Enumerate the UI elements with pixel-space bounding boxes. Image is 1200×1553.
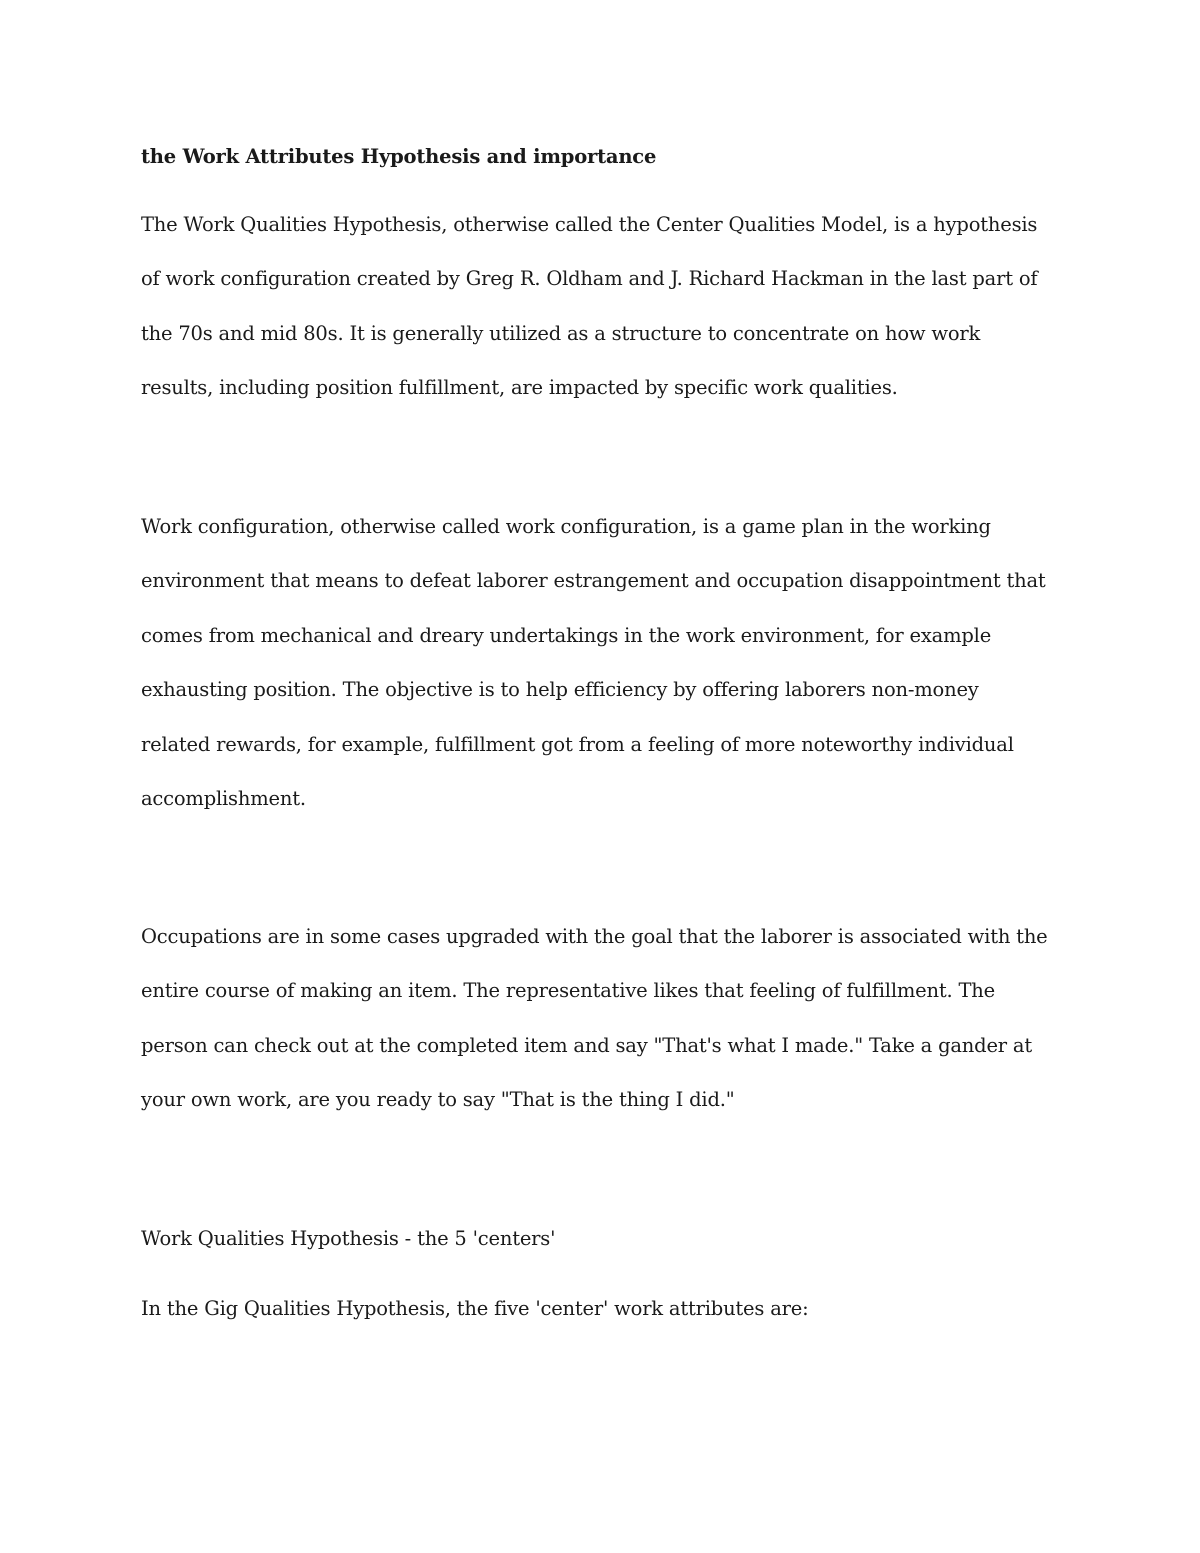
paragraph-occupations: Occupations are in some cases upgraded with the goal that the laborer is associated with the entire course of making an item. The representative likes that feeling of fulfillment. The person can check out at the completed item and say "That's what I made." Take a gander at your own work, are you ready to say "That is the thing I did." — [141, 925, 1048, 1112]
paragraph-work-configuration: Work configuration, otherwise called work configuration, is a game plan in the working environment that means to defeat laborer estrangement and occupation disappointment that comes from mechanical and dreary undertakings in the work environment, for example exhausting position. The objective is to help efficiency by offering laborers non-money related rewards, for example, fulfillment got from a feeling of more noteworthy individual accomplishment. — [141, 515, 1046, 811]
paragraph-intro: The Work Qualities Hypothesis, otherwise called the Center Qualities Model, is a hypothesis of work configuration created by Greg R. Oldham and J. Richard Hackman in the last part of the 70s and mid 80s. It is generally utilized as a structure to concentrate on how work results, including position fulfillment, are impacted by specific work qualities. — [141, 213, 1038, 400]
section-heading-five-centers: Work Qualities Hypothesis - the 5 'centers' — [141, 1227, 556, 1250]
document-title: the Work Attributes Hypothesis and importance — [141, 145, 657, 168]
paragraph-five-attributes: In the Gig Qualities Hypothesis, the five 'center' work attributes are: — [141, 1297, 809, 1320]
